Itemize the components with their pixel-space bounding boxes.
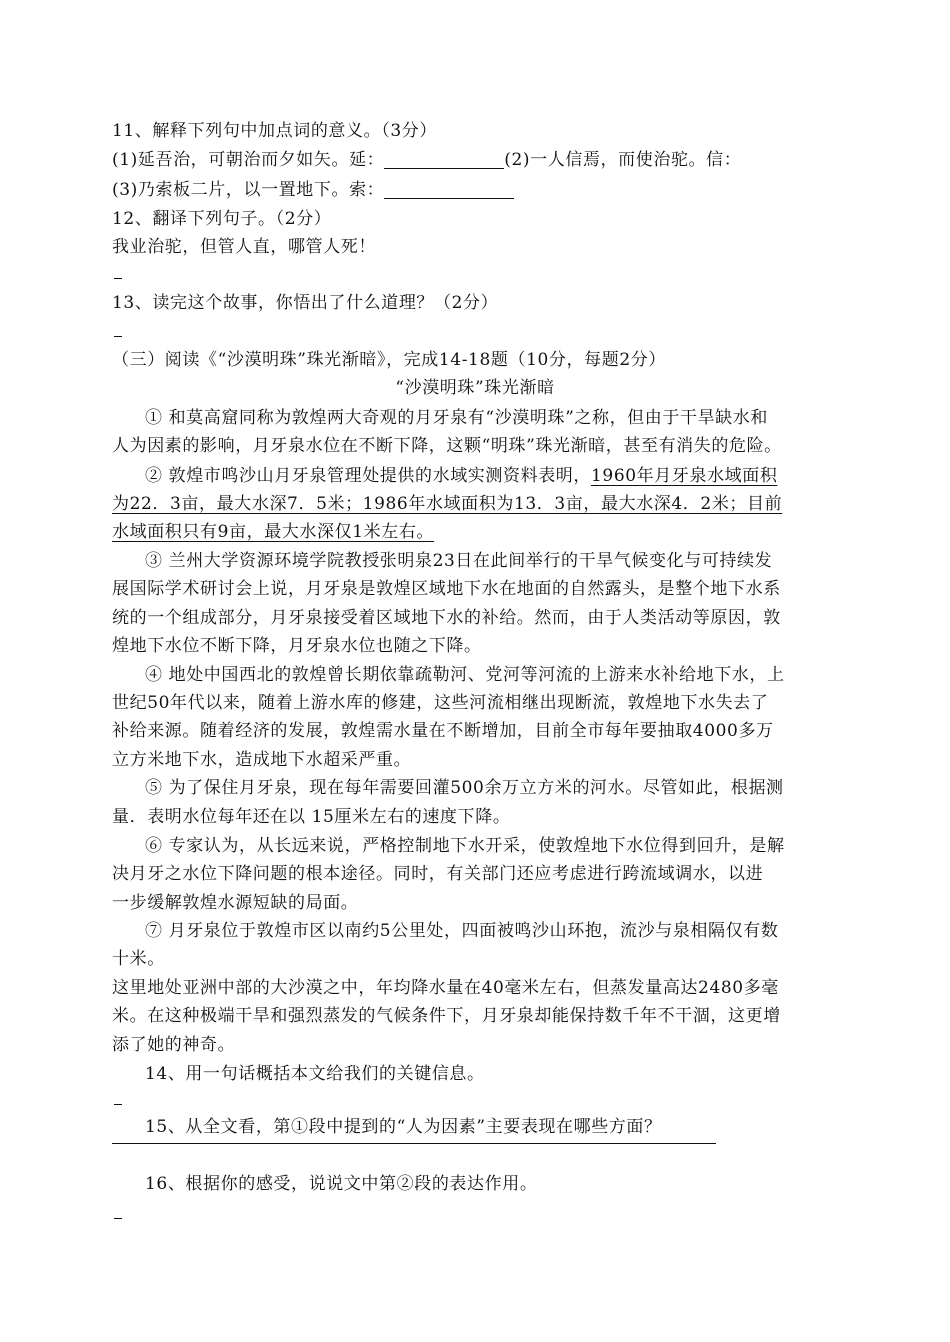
- p2-line-3: 水域面积只有9亩，最大水深仅1米左右。: [112, 522, 435, 542]
- p5-line-2: 量．表明水位每年还在以 15厘米左右的速度下降。: [112, 807, 511, 827]
- p8-line-3: 添了她的神奇。: [112, 1035, 236, 1055]
- answer-line-q12[interactable]: [114, 278, 122, 279]
- p4-line-1: ④ 地处中国西北的敦煌曾长期依靠疏勒河、党河等河流的上游来水补给地下水，上: [145, 665, 785, 685]
- p3-line-2: 展国际学术研讨会上说，月牙泉是敦煌区域地下水在地面的自然露头，是整个地下水系: [112, 579, 781, 599]
- q11-title: 11、解释下列句中加点词的意义。（3分）: [112, 121, 437, 141]
- p2-line-2: 为22．3亩，最大水深7．5米；1986年水域面积为13．3亩，最大水深4．2米；目前: [112, 494, 783, 514]
- q11-line-2: [112, 177, 514, 203]
- p2-data-1960: 1960年月牙泉水域面积: [591, 466, 778, 486]
- q14-title: 14、用一句话概括本文给我们的关键信息。: [145, 1064, 485, 1084]
- section-heading: （三）阅读《“沙漠明珠”珠光渐暗》，完成14-18题（10分，每题2分）: [112, 350, 666, 370]
- q12-sentence: 我业治驼，但管人直，哪管人死！: [112, 237, 376, 257]
- p4-line-4: 立方米地下水，造成地下水超采严重。: [112, 750, 412, 770]
- p6-line-3: 一步缓解敦煌水源短缺的局面。: [112, 893, 359, 913]
- p5-line-1: ⑤ 为了保住月牙泉，现在每年需要回灌500余万立方米的河水。尽管如此，根据测: [145, 778, 784, 798]
- answer-blank-1[interactable]: [384, 150, 504, 169]
- p3-line-4: 煌地下水位不断下降，月牙泉水位也随之下降。: [112, 636, 482, 656]
- p3-line-3: 统的一个组成部分，月牙泉接受着区域地下水的补给。然而，由于人类活动等原因，敦: [112, 608, 781, 628]
- p8-line-2: 米。在这种极端干旱和强烈蒸发的气候条件下，月牙泉却能保持数千年不干涸，这更增: [112, 1006, 781, 1026]
- p1-line-2: 人为因素的影响，月牙泉水位在不断下降，这颗“明珠”珠光渐暗，甚至有消失的危险。: [112, 436, 782, 456]
- q12-title: 12、翻译下列句子。（2分）: [112, 209, 332, 229]
- answer-line-q15[interactable]: [112, 1143, 716, 1144]
- p6-line-1: ⑥ 专家认为，从长远来说，严格控制地下水开采，使敦煌地下水位得到回升，是解: [145, 836, 785, 856]
- article-title: “沙漠明珠”珠光渐暗: [395, 378, 555, 398]
- p3-line-1: ③ 兰州大学资源环境学院教授张明泉23日在此间举行的干旱气候变化与可持续发: [145, 551, 773, 571]
- q13-title: 13、读完这个故事，你悟出了什么道理？（2分）: [112, 293, 499, 313]
- q15-title: 15、从全文看，第①段中提到的“人为因素”主要表现在哪些方面？: [145, 1117, 662, 1137]
- q11-item-3: (3)乃索板二片，以一置地下。索：: [112, 180, 385, 200]
- answer-line-q14[interactable]: [114, 1104, 122, 1105]
- answer-line-q16[interactable]: [114, 1218, 122, 1219]
- p1-line-1: ① 和莫高窟同称为敦煌两大奇观的月牙泉有“沙漠明珠”之称，但由于干旱缺水和: [145, 408, 768, 428]
- q11-line-1: [112, 147, 741, 173]
- p7-line-2: 十米。: [112, 949, 165, 969]
- q11-item-2: (2)一人信焉，而使治驼。信：: [504, 150, 742, 170]
- p7-line-1: ⑦ 月牙泉位于敦煌市区以南约5公里处，四面被鸣沙山环抱，流沙与泉相隔仅有数: [145, 921, 779, 941]
- answer-line-q13[interactable]: [114, 336, 122, 337]
- p8-line-1: 这里地处亚洲中部的大沙漠之中，年均降水量在40毫米左右，但蒸发量高达2480多毫: [112, 978, 779, 998]
- p4-line-2: 世纪50年代以来，随着上游水库的修建，这些河流相继出现断流，敦煌地下水失去了: [112, 693, 769, 713]
- p4-line-3: 补给来源。随着经济的发展，敦煌需水量在不断增加，目前全市每年要抽取4000多万: [112, 721, 774, 741]
- answer-blank-3[interactable]: [384, 180, 514, 199]
- p2-intro: ② 敦煌市鸣沙山月牙泉管理处提供的水域实测资料表明，: [145, 466, 592, 486]
- p2-line-1: [145, 463, 777, 489]
- p6-line-2: 决月牙之水位下降问题的根本途径。同时，有关部门还应考虑进行跨流域调水，以进: [112, 864, 764, 884]
- q16-title: 16、根据你的感受，说说文中第②段的表达作用。: [145, 1174, 538, 1194]
- q11-item-1: (1)延吾治，可朝治而夕如矢。延：: [112, 150, 385, 170]
